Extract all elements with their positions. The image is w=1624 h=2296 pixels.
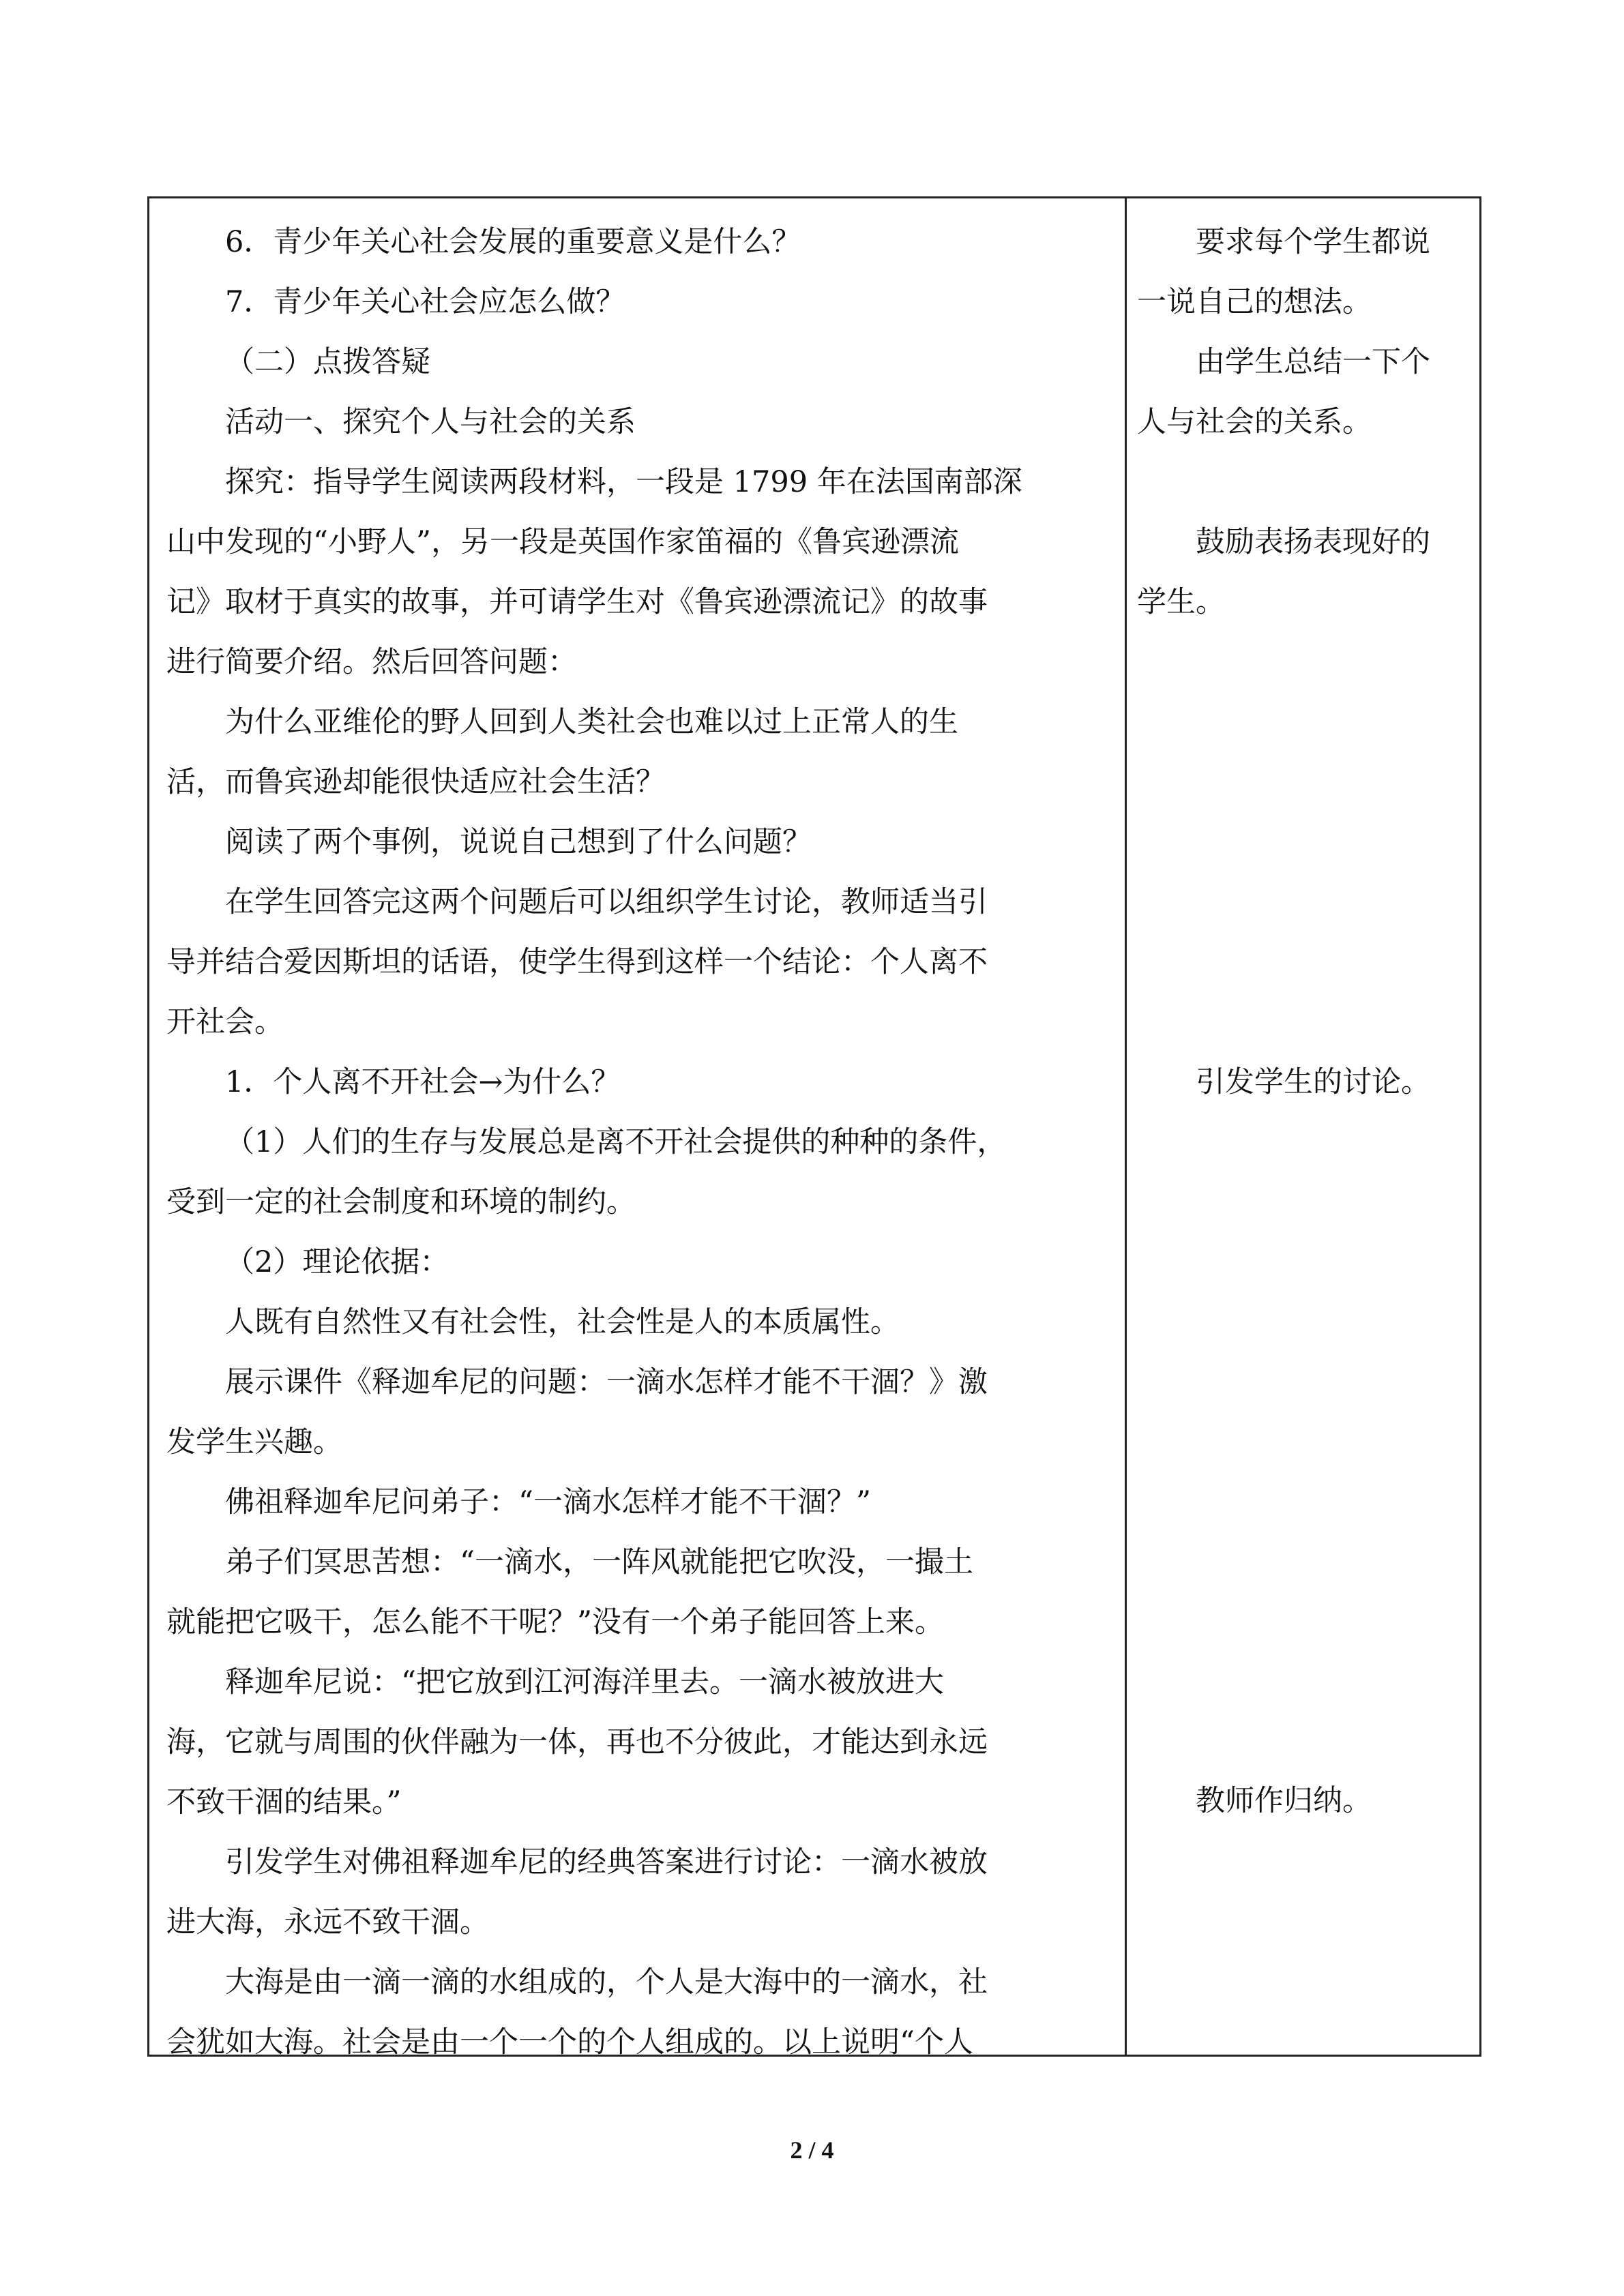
main-line: 进行简要介绍。然后回答问题： <box>166 645 577 679</box>
main-line: 大海是由一滴一滴的水组成的，个人是大海中的一滴水，社 <box>225 1965 988 1999</box>
side-note-discussion <box>1137 1052 1471 1112</box>
main-line: 开社会。 <box>166 1005 284 1039</box>
main-line: 人既有自然性又有社会性，社会性是人的本质属性。 <box>225 1305 900 1339</box>
main-line: 7．青少年关心社会应怎么做？ <box>225 285 625 319</box>
main-content-column <box>166 212 1111 2072</box>
column-divider <box>1125 198 1127 2055</box>
notes-column <box>1137 198 1471 2055</box>
main-line: 弟子们冥思苦想：“一滴水，一阵风就能把它吹没，一撮土 <box>225 1545 973 1579</box>
main-line: 导并结合爱因斯坦的话语，使学生得到这样一个结论：个人离不 <box>166 945 988 979</box>
side-note-summarize <box>1137 332 1471 452</box>
main-line: 1．个人离不开社会→为什么？ <box>225 1065 621 1099</box>
main-line: 进大海，永远不致干涸。 <box>166 1905 489 1939</box>
main-line: 释迦牟尼说：“把它放到江河海洋里去。一滴水被放进大 <box>225 1665 944 1699</box>
main-line: 海，它就与周围的伙伴融为一体，再也不分彼此，才能达到永远 <box>166 1725 988 1759</box>
side-note-line: 人与社会的关系。 <box>1137 405 1372 439</box>
main-line: 阅读了两个事例，说说自己想到了什么问题？ <box>225 825 812 859</box>
main-line: 在学生回答完这两个问题后可以组织学生讨论，教师适当引 <box>225 885 988 919</box>
side-note-line: 教师作归纳。 <box>1196 1784 1372 1818</box>
side-note-line: 引发学生的讨论。 <box>1196 1065 1430 1099</box>
main-line: 记》取材于真实的故事，并可请学生对《鲁宾逊漂流记》的故事 <box>166 585 988 619</box>
main-line: 不致干涸的结果。” <box>166 1785 402 1819</box>
side-note-teacher-summary <box>1137 1771 1471 1831</box>
main-line: 引发学生对佛祖释迦牟尼的经典答案进行讨论：一滴水被放 <box>225 1845 988 1879</box>
main-line: 受到一定的社会制度和环境的制约。 <box>166 1185 636 1219</box>
side-note-line: 一说自己的想法。 <box>1137 285 1372 319</box>
main-line: 探究：指导学生阅读两段材料，一段是 1799 年在法国南部深 <box>225 465 1022 499</box>
lesson-table <box>147 196 1481 2057</box>
main-line: （2）理论依据： <box>225 1245 449 1279</box>
main-line: 为什么亚维伦的野人回到人类社会也难以过上正常人的生 <box>225 705 958 739</box>
activity-heading: 活动一、探究个人与社会的关系 <box>225 405 636 439</box>
main-line: 活，而鲁宾逊却能很快适应社会生活？ <box>166 765 665 799</box>
main-line: 6．青少年关心社会发展的重要意义是什么？ <box>225 225 801 259</box>
side-note-line: 鼓励表扬表现好的 <box>1196 525 1430 559</box>
main-line: （1）人们的生存与发展总是离不开社会提供的种种的条件， <box>225 1125 1007 1159</box>
main-line: 发学生兴趣。 <box>166 1425 342 1459</box>
main-line: 就能把它吸干，怎么能不干呢？”没有一个弟子能回答上来。 <box>166 1605 944 1639</box>
side-note-line: 学生。 <box>1137 585 1225 619</box>
side-note-praise <box>1137 512 1471 632</box>
side-note-line: 由学生总结一下个 <box>1196 345 1430 379</box>
section-heading: （二）点拨答疑 <box>225 345 430 379</box>
side-note-line: 要求每个学生都说 <box>1196 225 1430 259</box>
page-number: 2 / 4 <box>790 2136 834 2164</box>
side-note-share-ideas <box>1137 212 1471 332</box>
main-line: 展示课件《释迦牟尼的问题：一滴水怎样才能不干涸？》激 <box>225 1365 988 1399</box>
main-line: 会犹如大海。社会是由一个一个的个人组成的。以上说明“个人 <box>166 2025 973 2059</box>
main-line: 山中发现的“小野人”，另一段是英国作家笛福的《鲁宾逊漂流 <box>166 525 959 559</box>
main-line: 佛祖释迦牟尼问弟子：“一滴水怎样才能不干涸？” <box>225 1485 871 1519</box>
